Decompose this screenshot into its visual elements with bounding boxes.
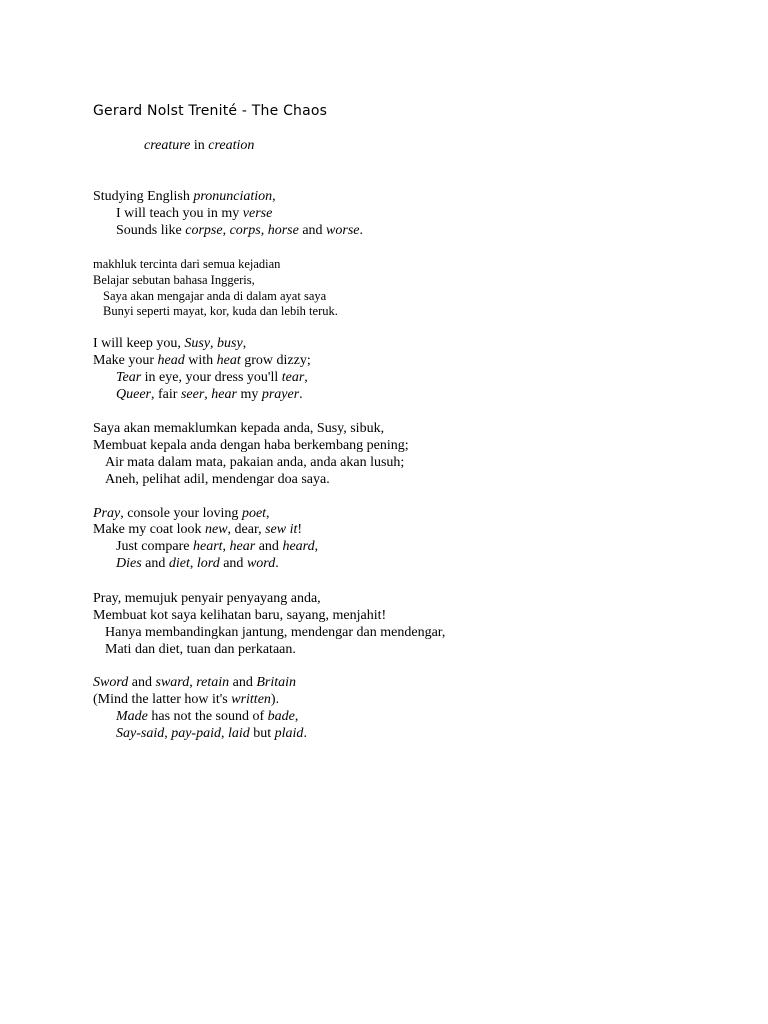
text-run: has not the sound of [147,709,268,724]
poem-line [93,691,279,708]
italic-text: heart [192,539,223,554]
text-run: Pray, memujuk penyair penyayang anda, [93,591,321,606]
text-run: , [164,726,172,741]
text-run: grow dizzy; [240,353,311,368]
document-subtitle [144,138,254,154]
poem-line [93,674,296,691]
italic-text: laid [227,726,250,741]
text-run: in eye, your dress you'll [141,370,282,385]
italic-text: creature [144,138,191,153]
italic-text: bade [267,709,295,724]
italic-text: new [204,522,228,537]
italic-text: written [231,692,271,707]
text-run: , [314,539,319,554]
italic-text: plaid [274,726,304,741]
italic-text: diet [168,556,190,571]
text-run: , [272,189,276,204]
text-run: Membuat kot saya kelihatan baru, sayang, menjahit! [93,608,387,623]
italic-text: horse [267,223,299,238]
text-run: , [204,387,212,402]
poem-line [116,222,363,239]
text-run: Hanya membandingkan jantung, mendengar dan mendengar, [105,625,446,640]
poem-line [93,420,384,437]
text-run: , fair [151,387,181,402]
text-run: , [304,370,308,385]
italic-text: hear [211,387,237,402]
poem-line [93,607,386,624]
text-run: Aneh, pelihat adil, mendengar doa saya. [105,472,330,487]
text-run: Make your [93,353,158,368]
italic-text: busy [217,336,243,351]
italic-text: pay-paid [171,726,221,741]
text-run: and [219,556,247,571]
italic-text: heard [282,539,315,554]
poem-line [103,303,338,320]
text-run: makhluk tercinta dari semua kejadian [93,257,281,271]
italic-text: word [246,556,276,571]
italic-text: Made [116,709,148,724]
poem-line [116,205,272,222]
text-run: , [294,709,299,724]
italic-text: Sword [93,675,129,690]
text-run: . [303,726,307,741]
poem-line [116,538,318,555]
poem-line [93,335,246,352]
poem-line [93,256,280,273]
italic-text: sward [155,675,190,690]
italic-text: sew it [265,522,298,537]
text-run: Sounds like [116,223,186,238]
text-run: I will keep you, [93,336,185,351]
text-run: Make my coat look [93,522,205,537]
text-run: Bunyi seperti mayat, kor, kuda dan lebih teruk. [103,304,338,318]
italic-text: seer [180,387,205,402]
italic-text: hear [229,539,256,554]
text-run: and [298,223,327,238]
text-run: Just compare [116,539,193,554]
italic-text: poet [241,506,267,521]
italic-text: Say-said [116,726,165,741]
poem-line [105,641,296,658]
italic-text: retain [196,675,230,690]
text-run: and [229,675,257,690]
italic-text: corps [229,223,261,238]
text-run: . [299,387,303,402]
text-run: , [222,223,230,238]
text-run: in [190,138,209,153]
poem-line [116,555,279,572]
poem-line [105,624,445,641]
text-run: Membuat kepala anda dengan haba berkembang pening; [93,438,409,453]
text-run: . [275,556,279,571]
italic-text: tear [281,370,305,385]
poem-line [93,188,276,205]
poem-line [116,708,298,725]
poem-line [116,369,308,386]
poem-line [105,471,330,488]
text-run: , console your loving [120,506,242,521]
poem-line [93,590,321,607]
text-run: Saya akan mengajar anda di dalam ayat saya [103,289,327,303]
poem-line [93,352,311,369]
italic-text: Tear [116,370,142,385]
text-run: , [260,223,268,238]
poem-line [93,521,302,538]
italic-text: corpse [185,223,223,238]
text-run: but [249,726,275,741]
italic-text: heat [216,353,241,368]
italic-text: Queer [116,387,151,402]
italic-text: verse [242,206,273,221]
text-run: , dear, [227,522,266,537]
poem-line [93,505,270,522]
text-run: ). [270,692,280,707]
text-run: , [189,675,197,690]
poem-line [93,272,255,289]
text-run: , [242,336,247,351]
italic-text: creation [208,138,255,153]
text-run: , [220,726,228,741]
text-run: my [236,387,262,402]
text-run: ! [297,522,303,537]
text-run: , [266,506,270,521]
text-run: Studying English [93,189,194,204]
text-run: with [184,353,217,368]
text-run: , [222,539,230,554]
italic-text: Britain [256,675,297,690]
text-run: Saya akan memaklumkan kepada anda, Susy, sibuk, [93,421,385,436]
poem-line [116,386,303,403]
text-run: and [128,675,156,690]
text-run: Belajar sebutan bahasa Inggeris, [93,273,255,287]
document-title: Gerard Nolst Trenité - The Chaos [93,103,328,119]
italic-text: worse [326,223,360,238]
text-run: , [210,336,218,351]
italic-text: lord [196,556,220,571]
text-run: and [255,539,283,554]
italic-text: prayer [261,387,300,402]
text-run: . [359,223,363,238]
poem-line [93,437,409,454]
poem-line [116,725,307,742]
italic-text: Pray [93,506,121,521]
text-run: Air mata dalam mata, pakaian anda, anda akan lusuh; [105,455,405,470]
text-run: (Mind the latter how it's [93,692,232,707]
italic-text: Susy [184,336,211,351]
text-run: Mati dan diet, tuan dan perkataan. [105,642,296,657]
text-run: I will teach you in my [116,206,243,221]
italic-text: head [157,353,185,368]
italic-text: pronunciation [193,189,273,204]
text-run: and [141,556,169,571]
text-run: , [189,556,197,571]
poem-line [105,454,404,471]
italic-text: Dies [116,556,142,571]
